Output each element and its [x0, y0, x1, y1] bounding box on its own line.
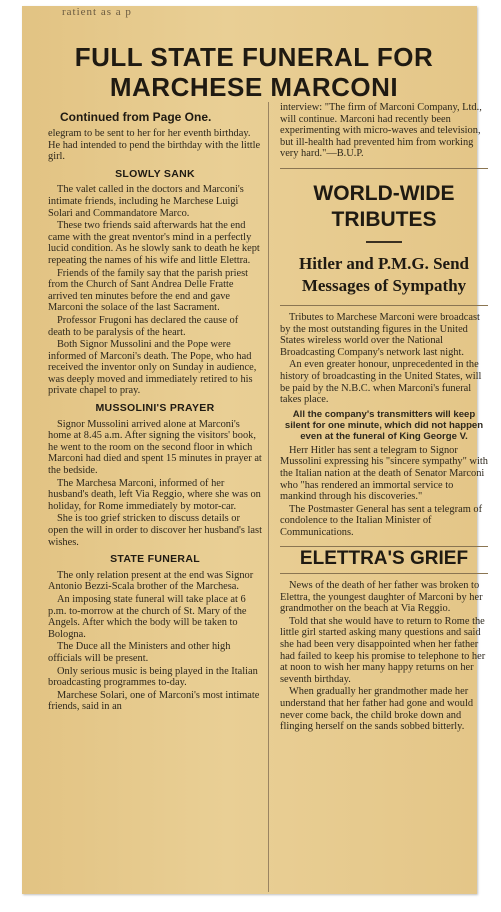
paragraph: Tributes to Marchese Marconi were broadcast by the most outstanding figures in the United States wireless world over the National Broadcasting Company's network last night.	[280, 311, 480, 358]
tributes-headline-line-1: WORLD-WIDE	[313, 181, 455, 205]
headline-rule	[366, 241, 402, 243]
newspaper-clipping	[22, 6, 488, 894]
paragraph: Professor Frugoni has declared the cause of death to be paralysis of the heart.	[48, 314, 239, 338]
section-rule	[280, 546, 488, 547]
paragraph: Marchese Solari, one of Marconi's most intimate friends, said in an	[48, 689, 260, 713]
paragraph: When gradually her grandmother made her understand that her father had gone and would never come back, the child broke down and flinging herself on the sands sobbed bitterly.	[280, 686, 474, 733]
paragraph: The valet called in the doctors and Marconi's intimate friends, including he Marchese Luigi Solari and Commandatore Marco.	[48, 184, 244, 219]
paragraph: These two friends said afterwards hat the end came with the great nventor's mind in a perfectly lucid condition. As he slowly sank to death he kept repeating the names of his wife and little Elettra.	[48, 220, 260, 266]
section-rule	[280, 305, 488, 306]
sympathy-headline-line-1: Hitler and P.M.G. Send	[298, 253, 470, 273]
paragraph: News of the death of her father was broken to Elettra, the youngest daughter of Marconi by her grandmother on the beach at Via Reggio.	[280, 580, 483, 615]
subhead-slowly-sank: SLOWLY SANK	[115, 167, 195, 180]
section-rule	[280, 573, 488, 574]
paragraph: Only serious music is being played in the Italian broadcasting programmes to-day.	[48, 665, 258, 689]
paragraph: Herr Hitler has sent a telegram to Signor Mussolini expressing his "sincere sympathy" with the Italian nation at the death of Senator Marconi who "has rendered an immortal service to mankind through his discoveries."	[280, 444, 488, 503]
left-intro: elegram to be sent to her for her eventh birthday. He had intended to pend the birthday with the little girl.	[48, 128, 261, 163]
paragraph: Friends of the family say that the parish priest from the Church of Sant Andrea Delle Fratte arrived ten minutes before the end and gave Marconi the solace of the last Sacrament.	[48, 267, 249, 314]
paragraph: The Postmaster General has sent a telegram of condolence to the Italian Minister of Communications.	[280, 503, 483, 538]
sympathy-headline-line-2: Messages of Sympathy	[301, 275, 467, 295]
paragraph: She is too grief stricken to discuss details or open the will in order to discover her husband's last wishes.	[48, 513, 262, 548]
continued-label: Continued from Page One.	[60, 110, 212, 124]
elettras-grief-headline: ELETTRA'S GRIEF	[299, 548, 469, 570]
paragraph: The Marchesa Marconi, informed of her husband's death, left Via Reggio, where she was on holiday, for Rome immediately by motor-car.	[48, 477, 261, 512]
sympathy-headline	[280, 253, 488, 297]
column-divider	[268, 102, 269, 892]
right-continuation: interview: "The firm of Marconi Company, Ltd., will continue. Marconi had recently been experimenting with micro-waves and television, but ill-health had prevented him from working very hard."—B.U.P.	[280, 102, 482, 160]
paragraph: Both Signor Mussolini and the Pope were informed of Marconi's death. The Pope, who had received the inventor only on Sunday in audience, was deeply moved and immediately retired to his private chapel to pray.	[48, 339, 257, 397]
headline-line-1: FULL STATE FUNERAL FOR	[74, 42, 434, 72]
right-column	[280, 102, 488, 734]
paragraph: An imposing state funeral will take place at 6 p.m. to-morrow at the church of St. Mary of the Angels. After which the body will be taken to Bologna.	[48, 593, 247, 640]
headline-line-2: MARCHESE MARCONI	[109, 72, 399, 102]
subhead-mussolinis-prayer: MUSSOLINI'S PRAYER	[95, 402, 215, 415]
tributes-headline-line-2: TRIBUTES	[331, 207, 437, 231]
page-headline	[44, 42, 464, 102]
paragraph: Signor Mussolini arrived alone at Marconi's home at 8.45 a.m. After signing the visitors' book, he went to the room on the second floor in which Marconi had died and spent 15 minutes in prayer at the bedside.	[48, 418, 262, 477]
tributes-headline	[280, 181, 488, 233]
paragraph: An even greater honour, unprecedented in the history of broadcasting in the United States, will be paid by the N.B.C. when Marconi's funeral takes place.	[280, 359, 482, 406]
paragraph: The Duce all the Ministers and other high officials will be present.	[48, 641, 231, 664]
paragraph: Told that she would have to return to Rome the little girl started asking many questions and said she had been very disappointed when her father had failed to keep his promise to telephone to her at noon to wish her many happy returns on her seventh birthday.	[280, 615, 486, 685]
bold-note: All the company's transmitters will keep silent for one minute, which did not happen even at the funeral of King George V.	[284, 408, 484, 442]
section-rule	[280, 168, 488, 169]
subhead-state-funeral: STATE FUNERAL	[110, 553, 200, 566]
paragraph: The only relation present at the end was Signor Antonio Bezzi-Scala brother of the Marchesa.	[48, 569, 254, 593]
torn-fragment-text: ratient as a p	[62, 6, 132, 18]
left-column	[48, 128, 262, 714]
